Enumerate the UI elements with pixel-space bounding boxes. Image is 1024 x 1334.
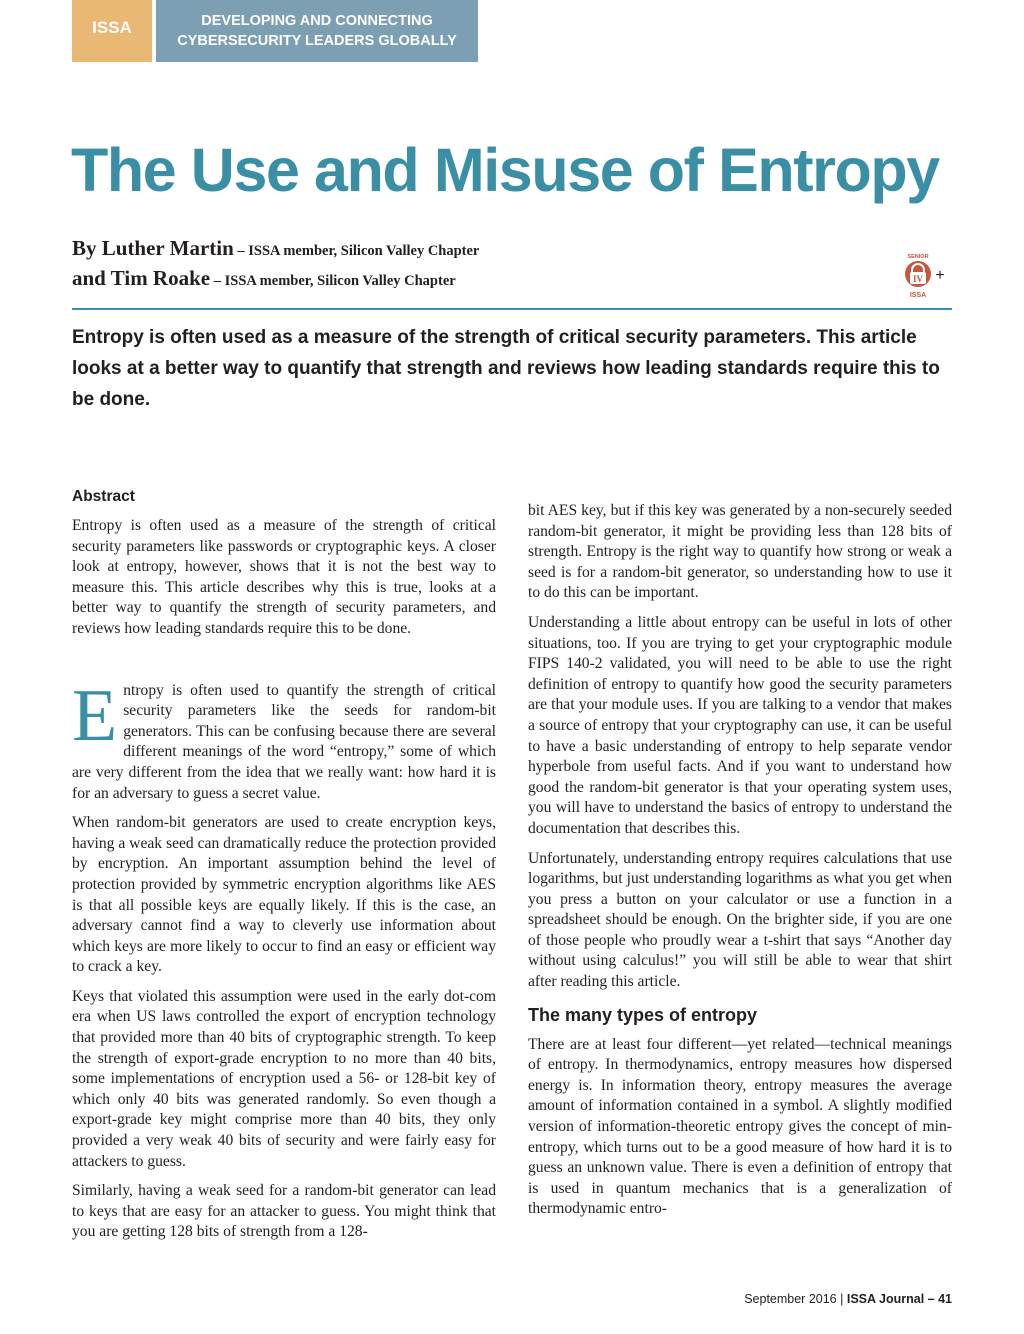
article-deck: Entropy is often used as a measure of the strength of critical security parameters. This article looks at a better way to quantify that strength and reviews how leading standards require this to be done. (72, 327, 940, 410)
abstract-spacer (72, 649, 496, 681)
author-2-role: – ISSA member, Silicon Valley Chapter (210, 273, 456, 289)
tagline-line-1: DEVELOPING AND CONNECTING (201, 13, 433, 29)
badge-bottom-text: ISSA (909, 292, 927, 299)
body-paragraph-6: Unfortunately, understanding entropy requires calculations that use logarithms, but just understanding logarithms as what you get when you press a button on your calculator or use a function in a spreadsheet should be enough. On the brighter side, if you are one of those people who proudly wear a t-shirt that says “Another day without using calculus!” you will still be able to wear that shirt after reading this article. (528, 849, 952, 991)
tagline-line-2: CYBERSECURITY LEADERS GLOBALLY (177, 33, 457, 49)
body-paragraph-4: Similarly, having a weak seed for a random-bit generator can lead to keys that are easy for an attacker to guess. You might think that you are getting 128 bits of strength from a 128- (72, 1182, 496, 1241)
abstract-text: Entropy is often used as a measure of the strength of critical security parameters like passwords or cryptographic keys. A closer look at entropy, however, shows that it is not the best way to measure this. This article describes why this is true, looks at a better way to quantify the strength of security parameters, and reviews how leading standards require this to be done. (72, 517, 496, 637)
badge-plus: + (935, 267, 945, 284)
abstract-heading: Abstract (72, 488, 135, 505)
paragraph-1-text: ntropy is often used to quantify the strength of critical security parameters like the seeds for random-bit generators. This can be confusing because there are several different meanings of the word “entropy,” some of which are very different from the idea that we really want: how hard it is for an adversary to guess a secret value. (72, 681, 496, 802)
left-column (72, 486, 496, 1252)
body-paragraph-2: When random-bit generators are used to create encryption keys, having a weak seed can dramatically reduce the protection provided by encryption. An important assumption behind the level of protection provided by symmetric encryption algorithms like AES is that all possible keys are equally likely. If this is the case, an adversary cannot find a way to cleverly use information about which keys are more likely to occur to find an easy or efficient way to crack a key. (72, 814, 496, 976)
badge-top-text: SENIOR (907, 254, 929, 260)
author-1-name: By Luther Martin (72, 236, 234, 260)
body-paragraph-1 (72, 674, 496, 805)
senior-member-badge-icon (900, 250, 960, 302)
footer-date: September 2016 (744, 1292, 837, 1306)
header-banner (72, 0, 478, 62)
body-paragraph-7: There are at least four different—yet related—technical meanings of entropy. In thermodynamics, entropy measures how dispersed energy is. In information theory, entropy measures the average amount of information contained in a symbol. A slightly modified version of information-theoretic entropy gives the concept of min-entropy, which turns out to be a good measure of how hard it is to guess an unknown value. There is even a definition of entropy that is used in quantum mechanics that is a generalization of thermodynamic entro- (528, 1035, 952, 1218)
banner-tagline (156, 0, 478, 62)
issa-label: ISSA (72, 0, 152, 62)
footer-page-number: – 41 (924, 1292, 952, 1306)
footer-journal: ISSA Journal (846, 1292, 925, 1306)
body-paragraph-3: Keys that violated this assumption were used in the early dot-com era when US laws controlled the export of encryption technology that provided more than 40 bits of cryptographic strength. To keep the strength of export-grade encryption to no more than 40 bits, some implementations of encryption used a 56- or 128-bit key of which only 40 bits was generated randomly. So even though a export-grade key might comprise more than 40 bits, they only provided a very weak 40 bits of security and were fairly easy for attackers to guess. (72, 987, 496, 1170)
drop-cap: E (72, 674, 118, 757)
author-2-name: and Tim Roake (72, 266, 211, 290)
footer-separator: | (836, 1292, 847, 1306)
article-title: The Use and Misuse of Entropy (71, 136, 939, 204)
badge-numeral: IV (912, 274, 924, 284)
page-footer (744, 1292, 952, 1306)
body-paragraph-5: Understanding a little about entropy can be useful in lots of other situations, too. If you are trying to get your cryptographic module FIPS 140-2 validated, you will need to be able to use the right definition of entropy to quantify how good the security parameters are that your module uses. If you are talking to a vendor that makes a source of entropy that your cryptography can use, it can be useful to have a basic understanding of entropy to help separate vendor hyperbole from useful facts. And if you want to understand how good the random-bit generator is that your operating system uses, you will have to understand the basics of entropy to understand the documentation that describes this. (528, 613, 952, 837)
section-heading: The many types of entropy (528, 1004, 758, 1025)
right-column (528, 501, 952, 1229)
header-rule (72, 308, 952, 310)
author-1-role: – ISSA member, Silicon Valley Chapter (233, 243, 480, 259)
byline-author-1 (72, 234, 772, 265)
body-paragraph-4-continued: bit AES key, but if this key was generated by a non-securely seeded random-bit generator, it might be providing less than 128 bits of strength. Entropy is the right way to quantify how strong or weak a seed is for a random-bit generator, so understanding how to use it to do this can be important. (528, 502, 952, 602)
byline-author-2 (72, 264, 772, 295)
